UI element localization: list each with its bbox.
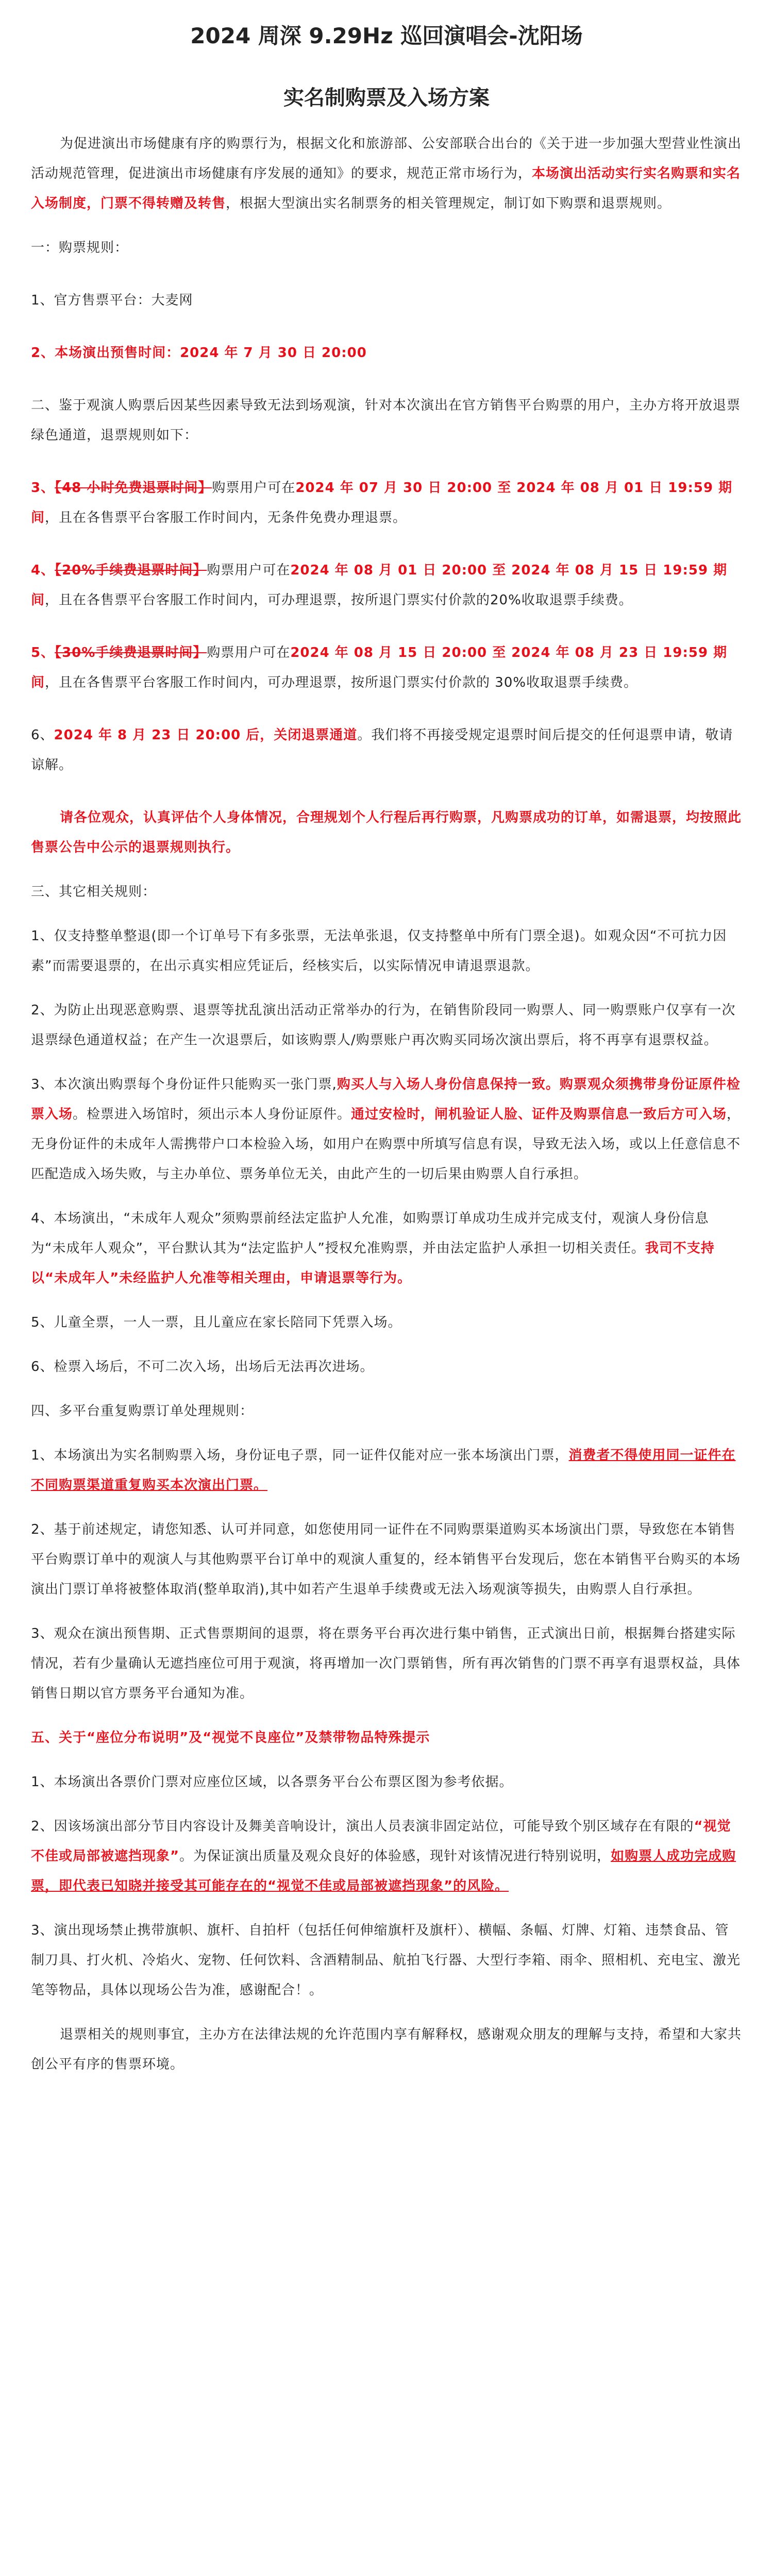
refund-close-rule: 6、2024 年 8 月 23 日 20:00 后，关闭退票通道。我们将不再接受规定退票时间后提交的任何退票申请，敬请谅解。 (31, 727, 733, 773)
rule-3-5: 5、儿童全票，一人一票，且儿童应在家长陪同下凭票入场。 (31, 1315, 402, 1330)
section-2-heading: 二、鉴于观演人购票后因某些因素导致无法到场观演，针对本次演出在官方销售平台购票的用户，主办方将开放退票绿色通道，退票规则如下： (31, 398, 741, 443)
rule-4-2: 2、基于前述规定，请您知悉、认可并同意，如您使用同一证件在不同购票渠道购买本场演出门票，导致您在本销售平台购票订单中的观演人与其他购票平台订单中的观演人重复的，经本销售平台发现后，您在本销售平台购买的本场演出门票订单将被整体取消(整单取消),其中如若产生退单手续费或无法入场观演等损失，由购票人自行承担。 (31, 1522, 741, 1597)
refund-tag-20pct: 【20%手续费退票时间】 (55, 563, 207, 578)
section-1-heading: 一：购票规则： (31, 240, 129, 256)
section-5-heading: 五、关于“座位分布说明”及“视觉不良座位”及禁带物品特殊提示 (31, 1730, 430, 1745)
refund-rule-48h: 3、【48 小时免费退票时间】购票用户可在2024 年 07 月 30 日 20:00 至 2024 年 08 月 01 日 19:59 期间，且在各售票平台客服工作时间内，无条件免费办理退票。 (31, 480, 733, 526)
rule-3-6: 6、检票入场后，不可二次入场，出场后无法再次进场。 (31, 1359, 374, 1375)
rule-3-4: 4、本场演出，“未成年人观众”须购票前经法定监护人允准，如购票订单成功生成并完成支付，观演人身份信息为“未成年人观众”，平台默认其为“法定监护人”授权允准购票，并由法定监护人承担一切相关责任。我司不支持以“未成年人”未经监护人允准等相关理由，申请退票等行为。 (31, 1211, 715, 1286)
rule-4-1: 1、本场演出为实名制购票入场，身份证电子票，同一证件仅能对应一张本场演出门票，消费者不得使用同一证件在不同购票渠道重复购买本次演出门票。 (31, 1448, 736, 1493)
rule-3-2: 2、为防止出现恶意购票、退票等扰乱演出活动正常举办的行为，在销售阶段同一购票人、同一购票账户仅享有一次退票绿色通道权益；在产生一次退票后，如该购票人/购票账户再次购买同场次演出票后，将不再享有退票权益。 (31, 1003, 736, 1048)
rule-5-1: 1、本场演出各票价门票对应座位区域，以各票务平台公布票区图为参考依据。 (31, 1774, 513, 1790)
section-4-heading: 四、多平台重复购票订单处理规则： (31, 1403, 254, 1419)
section-3-heading: 三、其它相关规则： (31, 884, 157, 900)
refund-rule-20pct: 4、【20%手续费退票时间】购票用户可在2024 年 08 月 01 日 20:00 至 2024 年 08 月 15 日 19:59 期间，且在各售票平台客服工作时间内，可办理退票，按所退门票实付价款的20%收取退票手续费。 (31, 563, 728, 608)
refund-rule-30pct: 5、【30%手续费退票时间】购票用户可在2024 年 08 月 15 日 20:00 至 2024 年 08 月 23 日 19:59 期间，且在各售票平台客服工作时间内，可办理退票，按所退门票实付价款的 30%收取退票手续费。 (31, 645, 728, 690)
page-subtitle: 实名制购票及入场方案 (283, 86, 490, 110)
refund-tag-48h: 【48 小时免费退票时间】 (55, 480, 212, 496)
presale-time: 2、本场演出预售时间：2024 年 7 月 30 日 20:00 (31, 345, 367, 361)
page-title: 2024 周深 9.29Hz 巡回演唱会-沈阳场 (190, 23, 583, 48)
rule-5-3: 3、演出现场禁止携带旗帜、旗杆、自拍杆（包括任何伸缩旗杆及旗杆）、横幅、条幅、灯牌、灯箱、违禁食品、管制刀具、打火机、冷焰火、宠物、任何饮料、含酒精制品、航拍飞行器、大型行李箱、雨伞、照相机、充电宝、激光笔等物品，具体以现场公告为准，感谢配合！。 (31, 1923, 741, 1998)
rule-5-2: 2、因该场演出部分节目内容设计及舞美音响设计，演出人员表演非固定站位，可能导致个别区域存在有限的“视觉不佳或局部被遮挡现象”。为保证演出质量及观众良好的体验感，现针对该情况进行特别说明，如购票人成功完成购票，即代表已知晓并接受其可能存在的“视觉不佳或局部被遮挡现象”的风险。 (31, 1819, 736, 1894)
rule-4-3: 3、观众在演出预售期、正式售票期间的退票，将在票务平台再次进行集中销售，正式演出日前，根据舞台搭建实际情况，若有少量确认无遮挡座位可用于观演，将再增加一次门票销售，所有再次销售的门票不再享有退票权益，具体销售日期以官方票务平台通知为准。 (31, 1626, 741, 1701)
rule-3-3: 3、本次演出购票每个身份证件只能购买一张门票,购买人与入场人身份信息保持一致。购票观众须携带身份证原件检票入场。检票进入场馆时，须出示本人身份证原件。通过安检时，闸机验证人脸、证件及购票信息一致后方可入场，无身份证件的未成年人需携带户口本检验入场，如用户在购票中所填写信息有误，导致无法入场，或以上任意信息不匹配造成入场失败，与主办单位、票务单位无关，由此产生的一切后果由购票人自行承担。 (31, 1077, 741, 1182)
rule-3-1: 1、仅支持整单整退(即一个订单号下有多张票，无法单张退，仅支持整单中所有门票全退)。如观众因“不可抗力因素”而需要退票的，在出示真实相应凭证后，经核实后，以实际情况申请退票退款。 (31, 928, 727, 974)
intro-red-text: 本场演出活动实行实名购票和实名入场制度，门票不得转赠及转售 (31, 166, 741, 211)
official-platform: 1、官方售票平台：大麦网 (31, 293, 193, 308)
closing-paragraph: 退票相关的规则事宜，主办方在法律法规的允许范围内享有解释权，感谢观众朋友的理解与支持，希望和大家共创公平有序的售票环境。 (31, 2027, 742, 2072)
purchase-notice: 请各位观众，认真评估个人身体情况，合理规划个人行程后再行购票，凡购票成功的订单，如需退票，均按照此售票公告中公示的退票规则执行。 (31, 810, 742, 855)
refund-tag-30pct: 【30%手续费退票时间】 (55, 645, 207, 660)
intro-paragraph: 为促进演出市场健康有序的购票行为，根据文化和旅游部、公安部联合出台的《关于进一步加强大型营业性演出活动规范管理，促进演出市场健康有序发展的通知》的要求，规范正常市场行为，本场演出活动实行实名购票和实名入场制度，门票不得转赠及转售，根据大型演出实名制票务的相关管理规定，制订如下购票和退票规则。 (31, 136, 742, 211)
